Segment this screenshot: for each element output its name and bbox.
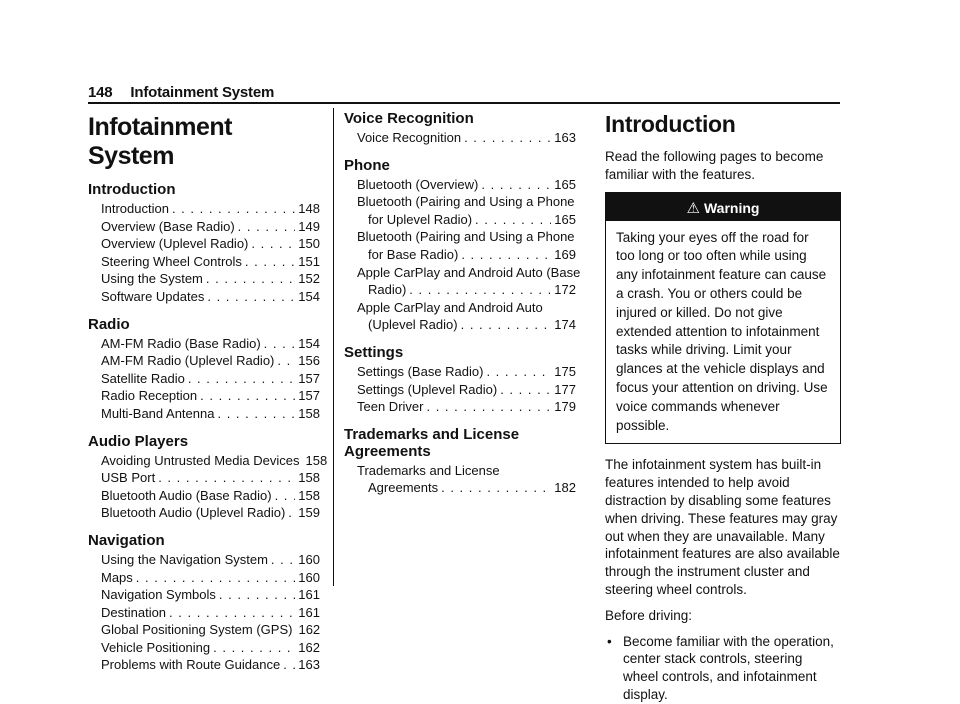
toc-entry <box>344 129 576 147</box>
toc-entry-line2 <box>344 211 576 229</box>
toc-entry <box>344 381 576 399</box>
toc-entry-text-cont: Radio) <box>368 282 407 298</box>
toc-entry-text: Steering Wheel Controls <box>101 253 242 269</box>
toc-leader-dots <box>238 218 296 236</box>
toc-entry-page: 152 <box>298 271 320 287</box>
toc-entry <box>88 621 320 639</box>
toc-leader-dots <box>136 569 296 587</box>
warning-triangle-icon: ⚠ <box>686 199 700 217</box>
toc-entry-line2 <box>344 246 576 264</box>
toc-entry-page: 157 <box>298 388 320 404</box>
toc-entry-page: 165 <box>554 176 576 192</box>
toc-entry-text: Bluetooth (Overview) <box>357 176 479 192</box>
toc-entry <box>88 405 320 423</box>
toc-entry-line1 <box>344 462 576 480</box>
toc-entry-line2 <box>344 316 576 334</box>
toc-entry-text: Destination <box>101 604 167 620</box>
toc-entry-text: Voice Recognition <box>357 130 462 145</box>
toc-entry-text-cont: for Uplevel Radio) <box>368 211 473 227</box>
toc-entry <box>88 235 320 253</box>
toc-leader-dots <box>277 352 295 370</box>
toc-entry-text-cont: for Base Radio) <box>368 246 459 262</box>
toc-leader-dots <box>500 381 551 399</box>
toc-entry-line1 <box>344 299 576 317</box>
toc-leader-dots <box>426 398 551 416</box>
running-head: Infotainment System <box>130 84 275 101</box>
toc-section-title: Phone <box>344 156 390 174</box>
toc-entry-page: 158 <box>305 452 328 468</box>
toc-entry <box>88 352 320 370</box>
toc-entry-page: 169 <box>554 246 576 262</box>
chapter-title: Infotainment System <box>88 113 232 170</box>
toc-entry <box>344 398 576 416</box>
toc-leader-dots <box>409 281 551 299</box>
toc-entry-text: Problems with Route Guidance <box>101 657 281 673</box>
toc-entry-page: 158 <box>298 487 320 503</box>
toc-entry-line1 <box>344 264 581 282</box>
toc-entry-text: Using the System <box>101 271 203 287</box>
toc-entry-text: Bluetooth (Pairing and Using a Phone <box>357 229 575 245</box>
toc-leader-dots <box>283 656 295 674</box>
toc-leader-dots <box>264 335 296 353</box>
toc-entry <box>88 469 320 487</box>
toc-leader-dots <box>213 639 295 657</box>
toc-entry-page: 148 <box>298 201 320 216</box>
toc-entry-text-cont: (Uplevel Radio) <box>368 317 458 333</box>
toc-entry-text: Trademarks and License <box>357 462 500 478</box>
toc-leader-dots <box>200 387 295 405</box>
toc-entry-text: Satellite Radio <box>101 370 185 386</box>
toc-leader-dots <box>481 176 551 194</box>
toc-entry <box>88 387 320 405</box>
toc-entry-text: Bluetooth (Pairing and Using a Phone <box>357 194 575 210</box>
toc-entry <box>88 218 320 236</box>
toc-section-title: Introduction <box>88 181 176 198</box>
toc-entry <box>88 200 320 218</box>
toc-entry-text: Bluetooth Audio (Base Radio) <box>101 487 272 503</box>
toc-entry-text: Avoiding Untrusted Media Devices <box>101 452 300 468</box>
toc-entry-text: Overview (Base Radio) <box>101 218 235 234</box>
intro-lead: Read the following pages to become familiar with the features. <box>605 149 824 182</box>
toc-entry-text: Multi-Band Antenna <box>101 405 215 421</box>
toc-section-title: Settings <box>344 343 404 361</box>
page-number: 148 <box>88 84 113 101</box>
toc-section-title: Trademarks and License Agreements <box>344 425 520 460</box>
toc-leader-dots <box>188 370 295 388</box>
toc-entry-text: Software Updates <box>101 288 205 304</box>
toc-leader-dots <box>206 270 295 288</box>
toc-leader-dots <box>275 487 296 505</box>
toc-leader-dots <box>461 316 552 334</box>
toc-entry-line2 <box>344 479 576 497</box>
warning-box <box>605 192 841 445</box>
toc-entry <box>88 586 320 604</box>
toc-entry-page: 163 <box>298 657 320 673</box>
toc-entry <box>88 487 320 505</box>
toc-entry-text: Navigation Symbols <box>101 587 216 603</box>
toc-entry <box>88 551 320 569</box>
bullet-dot-icon: • <box>607 633 612 649</box>
toc-leader-dots <box>251 235 295 253</box>
toc-entry-page: 158 <box>298 405 320 421</box>
toc-entry-text: Apple CarPlay and Android Auto (Base <box>357 264 581 280</box>
intro-body: The infotainment system has built-in features intended to help avoid distraction by disabling some features when driving. These features may gray out when they are unavailable. Many infotainment features are also available through the instrument cluster and steering wheel controls. <box>605 457 840 597</box>
toc-entry-page: 156 <box>298 353 320 369</box>
before-driving: Before driving: <box>605 607 693 623</box>
toc-entry-page: 162 <box>298 622 321 638</box>
column-divider <box>333 108 334 586</box>
toc-entry-page: 154 <box>298 288 320 304</box>
toc-entry <box>88 656 320 674</box>
toc-entry-page: 149 <box>298 218 320 234</box>
toc-entry-page: 157 <box>298 370 320 386</box>
toc-entry-line1 <box>344 193 576 211</box>
toc-entry <box>344 363 576 381</box>
toc-entry <box>88 270 320 288</box>
toc-entry-page: 165 <box>554 211 576 227</box>
toc-leader-dots <box>245 253 295 271</box>
toc-entry-text: Using the Navigation System <box>101 551 268 567</box>
toc-leader-dots <box>169 604 295 622</box>
toc-left-list <box>88 181 328 674</box>
toc-entry-text: Maps <box>101 569 133 585</box>
toc-leader-dots <box>486 363 551 381</box>
toc-leader-dots <box>461 246 551 264</box>
toc-leader-dots <box>172 200 295 218</box>
toc-entry-page: 160 <box>298 569 320 585</box>
toc-leader-dots <box>475 211 551 229</box>
toc-entry-page: 158 <box>298 470 320 486</box>
toc-entry-text-cont: Agreements <box>368 480 439 496</box>
toc-entry-text: USB Port <box>101 470 156 486</box>
toc-entry <box>88 370 320 388</box>
toc-entry-text: Radio Reception <box>101 388 198 404</box>
toc-entry <box>88 452 328 470</box>
toc-section-title: Voice Recognition <box>344 110 474 127</box>
toc-entry-line2 <box>344 281 576 299</box>
toc-entry-text: Introduction <box>101 201 169 216</box>
intro-title: Introduction <box>605 111 736 137</box>
toc-entry-page: 174 <box>554 317 576 333</box>
warning-header <box>606 193 840 221</box>
toc-leader-dots <box>288 504 295 522</box>
toc-entry-line1 <box>344 228 576 246</box>
warning-text: Taking your eyes off the road for too long or too often while using any infotainment feature can cause a crash. You or others could be injured or killed. Do not give extended attention to infotainment tasks while driving. Limit your glances at the vehicle displays and focus your attention on driving. Use voice commands whenever possible. <box>616 229 828 433</box>
toc-section-title: Radio <box>88 315 130 333</box>
toc-entry-page: 151 <box>298 253 320 269</box>
header-rule <box>88 102 840 104</box>
toc-entry <box>88 335 320 353</box>
toc-entry <box>88 604 320 622</box>
toc-entry-page: 172 <box>554 282 576 298</box>
toc-entry-page: 182 <box>554 480 576 496</box>
toc-entry-page: 161 <box>298 604 320 620</box>
toc-leader-dots <box>271 551 295 569</box>
toc-entry <box>88 253 320 271</box>
toc-entry <box>344 176 576 194</box>
toc-entry <box>88 288 320 306</box>
toc-entry-text: Settings (Base Radio) <box>357 363 484 379</box>
toc-entry-page: 162 <box>298 639 320 655</box>
toc-entry-page: 161 <box>298 587 320 603</box>
toc-entry-page: 175 <box>554 363 576 379</box>
toc-entry-page: 160 <box>298 551 320 567</box>
toc-entry-text: Teen Driver <box>357 399 424 415</box>
toc-leader-dots <box>158 469 295 487</box>
toc-leader-dots <box>219 586 295 604</box>
toc-entry-text: Bluetooth Audio (Uplevel Radio) <box>101 505 286 521</box>
toc-leader-dots <box>441 479 551 497</box>
toc-entry <box>88 504 320 522</box>
bullet-list <box>605 633 841 704</box>
toc-entry-text: Settings (Uplevel Radio) <box>357 381 498 397</box>
toc-section-title: Navigation <box>88 531 165 549</box>
bullet-item <box>605 633 841 704</box>
toc-entry-page: 163 <box>554 130 576 145</box>
toc-entry-text: Vehicle Positioning <box>101 639 211 655</box>
toc-mid-list <box>344 110 581 497</box>
toc-entry-text: AM-FM Radio (Base Radio) <box>101 335 261 351</box>
toc-section-title: Audio Players <box>88 432 189 450</box>
toc-entry <box>88 569 320 587</box>
toc-leader-dots <box>207 288 295 306</box>
toc-entry <box>88 639 320 657</box>
toc-entry-page: 150 <box>298 236 320 252</box>
toc-entry-page: 159 <box>298 505 320 521</box>
intro-column <box>605 110 841 704</box>
toc-entry-text: Global Positioning System (GPS) <box>101 622 293 638</box>
toc-leader-dots <box>464 129 551 147</box>
warning-label: Warning <box>703 199 760 216</box>
toc-entry-text: Overview (Uplevel Radio) <box>101 236 249 252</box>
toc-mid-column <box>344 110 581 497</box>
toc-leader-dots <box>217 405 295 423</box>
toc-entry-page: 177 <box>554 381 576 397</box>
toc-entry-page: 179 <box>554 399 576 415</box>
toc-entry-text: Apple CarPlay and Android Auto <box>357 299 543 315</box>
bullet-text: Become familiar with the operation, center stack controls, steering wheel controls, and infotainment display. <box>623 633 834 702</box>
toc-left-column <box>88 110 328 674</box>
page-header <box>88 84 274 101</box>
toc-entry-page: 154 <box>298 335 320 351</box>
toc-entry-text: AM-FM Radio (Uplevel Radio) <box>101 353 275 369</box>
